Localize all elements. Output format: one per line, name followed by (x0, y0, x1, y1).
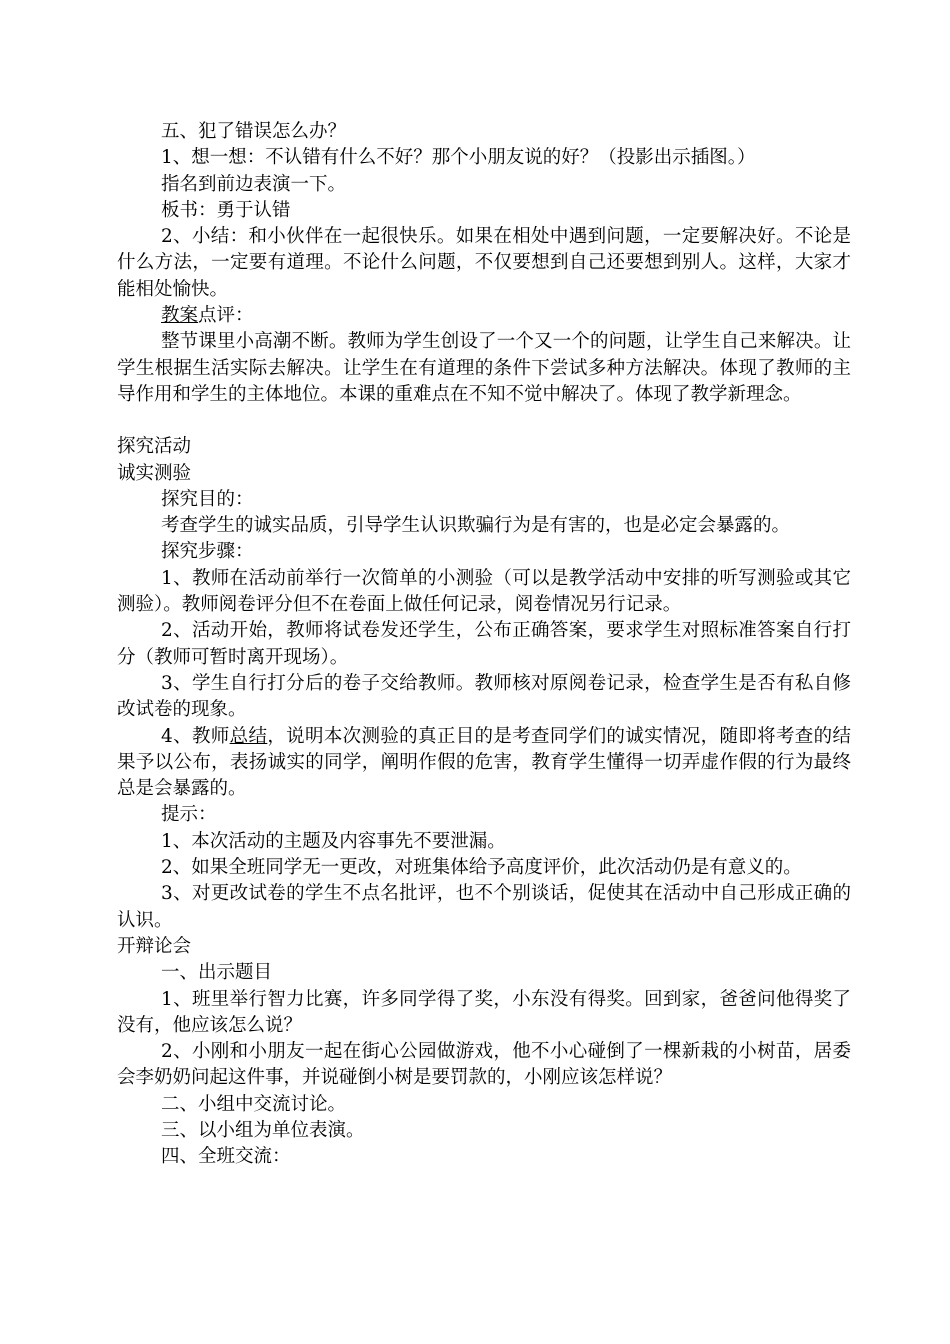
review-heading (117, 303, 851, 329)
tip-paragraph: 3、对更改试卷的学生不点名批评，也不个别谈话，促使其在活动中自己形成正确的认识。 (117, 883, 851, 931)
debate-heading: 一、出示题目 (161, 962, 273, 984)
tip-paragraph: 2、如果全班同学无一更改，对班集体给予高度评价，此次活动仍是有意义的。 (161, 857, 802, 879)
question-paragraph: 1、班里举行智力比赛，许多同学得了奖，小东没有得奖。回到家，爸爸问他得奖了没有，他应该怎么说？ (117, 988, 851, 1036)
debate-heading: 四、全班交流： (161, 1146, 291, 1168)
activity-title: 探究活动 (117, 436, 192, 458)
paragraph: 指名到前边表演一下。 (161, 173, 347, 195)
step-paragraph: 2、活动开始，教师将试卷发还学生，公布正确答案，要求学生对照标准答案自行打分（教师可暂时离开现场）。 (117, 620, 851, 668)
tips-label: 提示： (161, 804, 217, 826)
paragraph: 板书：勇于认错 (161, 199, 291, 221)
step-text: ，说明本次测验的真正目的是考查同学们的诚实情况，随即将考查的结果予以公布，表扬诚实的同学，阐明作假的危害，教育学生懂得一切弄虚作假的行为最终总是会暴露的。 (117, 725, 851, 800)
document-body (117, 119, 851, 1171)
debate-title: 开辩论会 (117, 935, 192, 957)
debate-heading: 三、以小组为单位表演。 (161, 1119, 365, 1141)
goal-paragraph: 考查学生的诚实品质，引导学生认识欺骗行为是有害的，也是必定会暴露的。 (161, 515, 791, 537)
goal-label: 探究目的： (161, 488, 254, 510)
step-paragraph: 3、学生自行打分后的卷子交给教师。教师核对原阅卷记录，检查学生是否有私自修改试卷的现象。 (117, 672, 851, 721)
debate-heading: 二、小组中交流讨论。 (161, 1093, 347, 1115)
summary-link[interactable]: 总结 (229, 725, 268, 747)
lesson-plan-link[interactable]: 教案 (161, 305, 199, 327)
question-paragraph: 2、小刚和小朋友一起在街心公园做游戏，他不小心碰倒了一棵新栽的小树苗，居委会李奶奶问起这件事，并说碰倒小树是要罚款的，小刚应该怎样说？ (117, 1041, 851, 1089)
step-paragraph: 1、教师在活动前举行一次简单的小测验（可以是教学活动中安排的听写测验或其它测验）。教师阅卷评分但不在卷面上做任何记录，阅卷情况另行记录。 (117, 567, 851, 616)
activity-subtitle: 诚实测验 (117, 462, 192, 484)
section-heading: 五、犯了错误怎么办？ (161, 121, 347, 142)
steps-label: 探究步骤： (161, 541, 254, 563)
review-label: 点评： (198, 305, 254, 327)
review-paragraph: 整节课里小高潮不断。教师为学生创设了一个又一个的问题，让学生自己来解决。让学生根据生活实际去解决。让学生在有道理的条件下尝试多种方法解决。体现了教师的主导作用和学生的主体地位。本课的重难点在不知不觉中解决了。体现了教学新理念。 (117, 331, 851, 405)
paragraph: 1、想一想：不认错有什么不好？那个小朋友说的好？（投影出示插图。） (161, 147, 756, 169)
spacer (117, 408, 851, 434)
summary-paragraph: 2、小结：和小伙伴在一起很快乐。如果在相处中遇到问题，一定要解决好。不论是什么方法，一定要有道理。不论什么问题，不仅要想到自己还要想到别人。这样，大家才能相处愉快。 (117, 226, 851, 300)
step-text: 4、教师 (161, 725, 230, 747)
tip-paragraph: 1、本次活动的主题及内容事先不要泄漏。 (161, 830, 506, 852)
step-paragraph (117, 724, 851, 803)
